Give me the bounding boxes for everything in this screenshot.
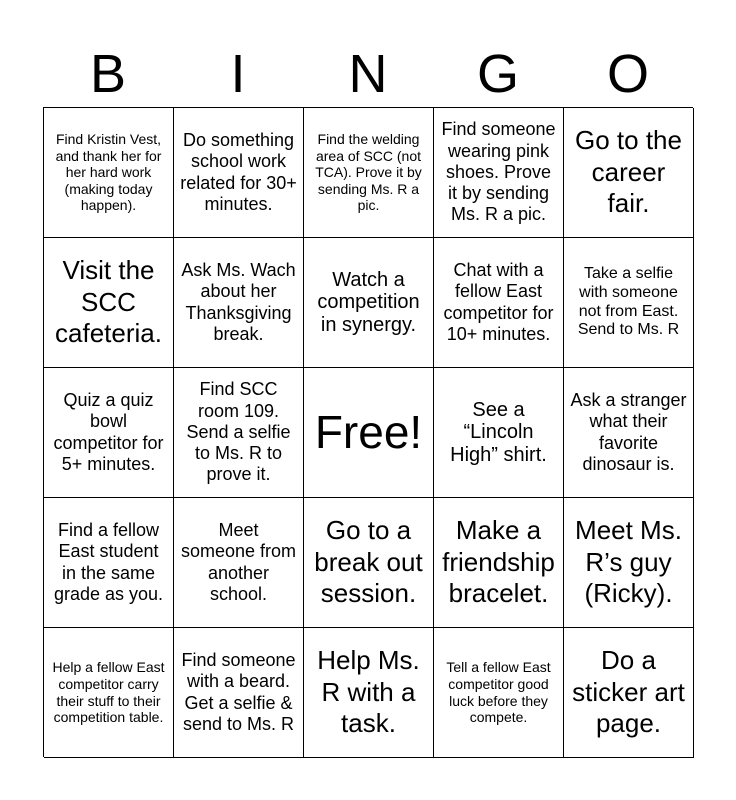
bingo-cell: Visit the SCC cafeteria. bbox=[44, 238, 174, 368]
bingo-cell: Find someone wearing pink shoes. Prove it by sending Ms. R a pic. bbox=[434, 108, 564, 238]
bingo-header bbox=[43, 40, 693, 108]
bingo-cell: Tell a fellow East competitor good luck before they compete. bbox=[434, 628, 564, 758]
header-letter-g: G bbox=[476, 44, 519, 104]
bingo-card bbox=[43, 107, 693, 757]
bingo-cell: Take a selfie with someone not from East. Send to Ms. R bbox=[564, 238, 694, 368]
bingo-cell: Chat with a fellow East competitor for 10+ minutes. bbox=[434, 238, 564, 368]
free-space-cell: Free! bbox=[304, 368, 434, 498]
bingo-cell: Go to a break out session. bbox=[304, 498, 434, 628]
header-letter-o: O bbox=[606, 44, 649, 104]
bingo-cell: Make a friendship bracelet. bbox=[434, 498, 564, 628]
bingo-cell: Find SCC room 109. Send a selfie to Ms. R to prove it. bbox=[174, 368, 304, 498]
bingo-cell: See a “Lincoln High” shirt. bbox=[434, 368, 564, 498]
header-letter-n: N bbox=[348, 44, 388, 104]
bingo-cell: Quiz a quiz bowl competitor for 5+ minutes. bbox=[44, 368, 174, 498]
bingo-cell: Meet Ms. R’s guy (Ricky). bbox=[564, 498, 694, 628]
bingo-cell: Find Kristin Vest, and thank her for her hard work (making today happen). bbox=[44, 108, 174, 238]
bingo-cell: Find someone with a beard. Get a selfie & send to Ms. R bbox=[174, 628, 304, 758]
header-letter-i: I bbox=[230, 44, 246, 104]
bingo-cell: Help Ms. R with a task. bbox=[304, 628, 434, 758]
bingo-cell: Find a fellow East student in the same grade as you. bbox=[44, 498, 174, 628]
bingo-cell: Meet someone from another school. bbox=[174, 498, 304, 628]
bingo-cell: Watch a competition in synergy. bbox=[304, 238, 434, 368]
bingo-cell: Help a fellow East competitor carry their stuff to their competition table. bbox=[44, 628, 174, 758]
bingo-cell: Ask a stranger what their favorite dinosaur is. bbox=[564, 368, 694, 498]
bingo-cell: Go to the career fair. bbox=[564, 108, 694, 238]
bingo-cell: Find the welding area of SCC (not TCA). Prove it by sending Ms. R a pic. bbox=[304, 108, 434, 238]
bingo-cell: Ask Ms. Wach about her Thanksgiving break. bbox=[174, 238, 304, 368]
bingo-cell: Do a sticker art page. bbox=[564, 628, 694, 758]
bingo-cell: Do something school work related for 30+ minutes. bbox=[174, 108, 304, 238]
header-letter-b: B bbox=[89, 44, 127, 104]
